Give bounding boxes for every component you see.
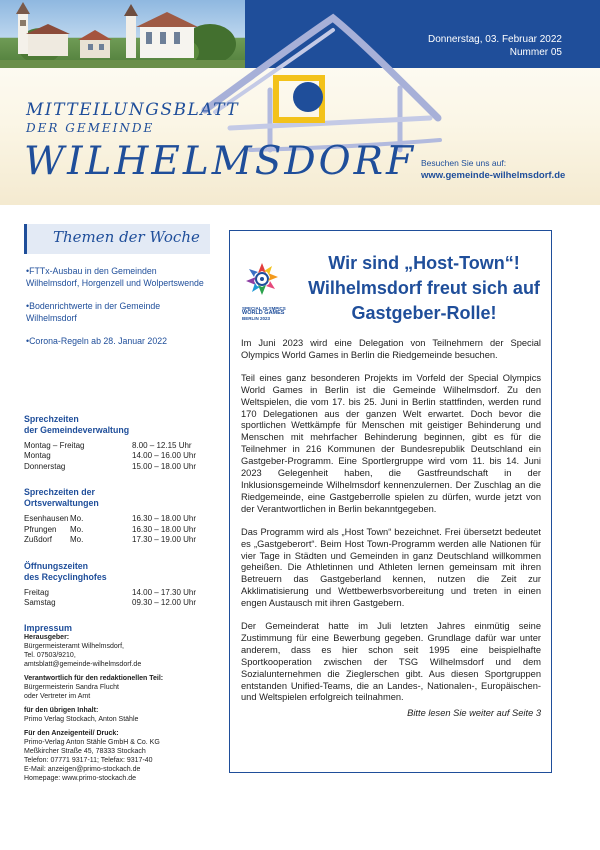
masthead-title: MITTEILUNGSBLATT — [26, 100, 240, 120]
visit-label: Besuchen Sie uns auf: — [421, 158, 507, 168]
issue-date: Donnerstag, 03. Februar 2022 — [428, 34, 562, 45]
themen-box — [24, 224, 210, 254]
continue-link[interactable]: Bitte lesen Sie weiter auf Seite 3 — [407, 708, 541, 719]
impressum-heading: Impressum — [24, 622, 73, 633]
other-content-label: für den übrigen Inhalt: — [24, 706, 99, 714]
office-hours — [24, 414, 210, 473]
hours-row: Donnerstag 15.00 – 18.00 Uhr — [24, 461, 197, 471]
print-email[interactable]: E-Mail: anzeigen@primo-stockach.de — [24, 765, 141, 773]
masthead — [0, 0, 600, 205]
hours-row: Montag 14.00 – 16.00 Uhr — [24, 451, 197, 460]
article-headline — [300, 251, 548, 326]
themen-title: Themen der Woche — [53, 228, 200, 246]
recycling-heading-2: des Recyclinghofes — [24, 571, 107, 582]
publisher-label: Herausgeber: — [24, 633, 70, 641]
recycling-hours — [24, 561, 210, 609]
hours-row: Pfrungen Mo. 16.30 – 18.00 Uhr — [24, 524, 197, 534]
article-paragraph: Teil eines ganz besonderen Projekts im Vorfeld der Special Olympics World Games in Berlin ist die Gemeinde Wilhelmsdorf. Zu den Weltspielen, die vom 17. bis 25. Juni in Berlin stattfinden, werden rund 170 Delegationen aus der ganzen Welt erwartet. Doch bevor die sportlichen Wettkämpfe für Menschen mit geistiger Behinderung und Menschen mit mehrfacher Behinderung beginnen, gibt es für die Teilnehmer in 216 Kommunen der Bundesrepublik Deutschland ein Gastgeber-Programm. Eine Sportlergruppe wird vom 11. bis 14. Juni 2023 Gelegenheit haben, die Gastfreundschaft in der Inklusionsgemeinde Wilhelmsdorf kennenzulernen. Der Zuschlag an die Riedgemeinde, eine Gastgeberrolle spielen zu dürfen, wurde jetzt von der Verantwortlichen in Berlin bekanntgegeben. — [241, 372, 541, 514]
hours-row: Montag – Freitag 8.00 – 12.15 Uhr — [24, 440, 192, 450]
print-line: Primo-Verlag Anton Stähle GmbH & Co. KG — [24, 738, 160, 746]
article-paragraph: Das Programm wird als „Host Town“ bezeichnet. Frei übersetzt bedeutet es „Gastgeberort“. Beim Host Town-Programm werden alle Nationen für vier Tage in Städten und Gemeinden in ganz Deutschland willkommen geheißen. Die Athletinnen und Athleten lernen gemeinsam mit ihren Betreuern das Gastgeberland kennen, nutzen die Zeit zur Akklimatisierung und Wettbewerbsvorbereitung und treten in einen engen Austausch mit ihren Gastgebern. — [241, 526, 541, 609]
topic-item[interactable]: •FTTx-Ausbau in den Gemeinden Wilhelmsdorf, Horgenzell und Wolpertswende — [26, 266, 204, 288]
article-paragraph: Im Juni 2023 wird eine Delegation von Teilnehmern der Special Olympics World Games in Berlin die Riedgemeinde besuchen. — [241, 338, 541, 360]
recycling-heading: Öffnungszeiten — [24, 560, 89, 571]
website-link[interactable]: www.gemeinde-wilhelmsdorf.de — [421, 170, 566, 181]
hours-row: Freitag 14.00 – 17.30 Uhr — [24, 587, 197, 597]
lead-article — [229, 230, 552, 773]
office-hours-heading-2: der Gemeindeverwaltung — [24, 424, 130, 435]
other-content-line: Primo Verlag Stockach, Anton Stähle — [24, 715, 139, 723]
logo-text — [242, 306, 294, 321]
local-office-hours — [24, 487, 210, 546]
topic-item[interactable]: •Corona-Regeln ab 28. Januar 2022 — [26, 336, 167, 346]
topic-item[interactable]: •Bodenrichtwerte in der Gemeinde Wilhelmsdorf — [26, 301, 161, 323]
logo-line: WORLD GAMES — [242, 310, 285, 316]
hours-row: Samstag 09.30 – 12.00 Uhr — [24, 598, 197, 607]
editor-line: Bürgermeisterin Sandra Flucht — [24, 683, 119, 691]
logo-line: BERLIN 2023 — [242, 316, 271, 321]
impressum — [24, 623, 210, 783]
headline-line: Gastgeber-Rolle! — [351, 303, 497, 323]
local-office-heading-2: Ortsverwaltungen — [24, 498, 99, 508]
editor-label: Verantwortlich für den redaktionellen Teil: — [24, 674, 164, 682]
publisher-line: Tel. 07503/9210, — [24, 651, 76, 659]
sidebar — [24, 224, 210, 783]
editor-line: oder Vertreter im Amt — [24, 692, 91, 700]
print-homepage[interactable]: Homepage: www.primo-stockach.de — [24, 774, 137, 782]
article-body — [241, 338, 541, 720]
publisher-email[interactable]: amtsblatt@gemeinde-wilhelmsdorf.de — [24, 660, 142, 668]
logo-line: SPECIAL OLYMPICS — [242, 306, 286, 311]
special-olympics-icon — [242, 259, 282, 299]
publisher-line: Bürgermeisteramt Wilhelmsdorf, — [24, 642, 124, 650]
town-name: WILHELMSDORF — [24, 139, 417, 184]
local-office-heading: Sprechzeiten der — [24, 487, 95, 497]
masthead-subtitle: DER GEMEINDE — [26, 121, 155, 135]
article-paragraph: Der Gemeinderat hatte im Juli letzten Jahres einmütig seine Zustimmung für eine Bewerbung gegeben. Grundlage dafür war unter anderem, dass es hier schon seit 1995 eine beispielhafte Sportkooperation zwischen der TSG Wilhelmsdorf und dem Sozialunternehmen die Zieglerschen gibt. Aus diesen Sportgruppen entstanden Unified-Teams, die an Landes-, Nationalen-, Europäischen- und Weltspielen erfolgreich teilnahmen. — [241, 621, 541, 703]
print-label: Für den Anzeigenteil/ Druck: — [24, 729, 119, 737]
issue-number: Nummer 05 — [509, 47, 562, 58]
headline-line: Wilhelmsdorf freut sich auf — [308, 278, 540, 298]
hours-row: Esenhausen Mo. 16.30 – 18.00 Uhr — [24, 514, 197, 523]
print-line: Meßkircher Straße 45, 78333 Stockach — [24, 747, 146, 755]
special-olympics-logo — [242, 259, 294, 321]
hours-row: Zußdorf Mo. 17.30 – 19.00 Uhr — [24, 535, 197, 544]
print-line: Telefon: 07771 9317-11; Telefax: 9317-40 — [24, 756, 153, 764]
headline-line: Wir sind „Host-Town“! — [328, 253, 520, 273]
office-hours-heading: Sprechzeiten — [24, 413, 79, 424]
